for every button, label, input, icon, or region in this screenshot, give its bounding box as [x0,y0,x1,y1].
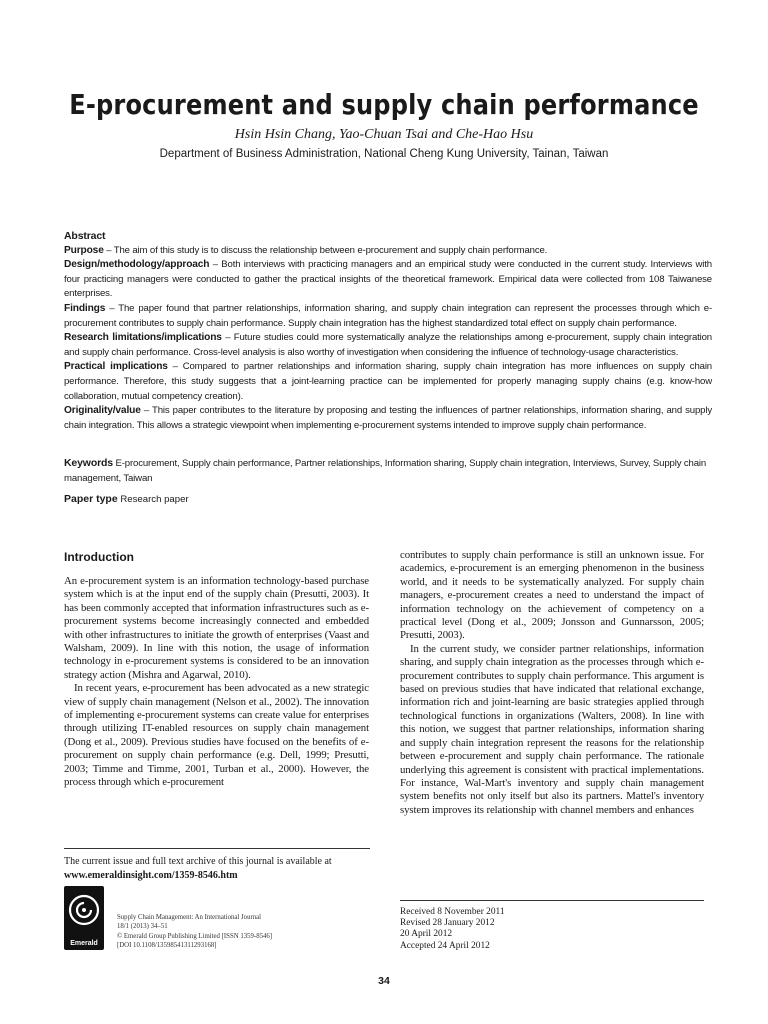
left-column [64,575,369,790]
abstract-label: Findings [64,302,106,314]
journal-line: 18/1 (2013) 34–51 [117,923,168,931]
body-paragraph: An e-procurement system is an information technology-based purchase system which is at the input end of the supply chain (Presutti, 2003). It has been commonly accepted that information infrastructures such as e-procurement systems become increasingly connected and embedded with other infrastructures to initiate the growth of enterprises (Vaast and Walsham, 2009). In line with this notion, the usage of information technology in e-procurement systems is considered to be an innovation strategy action (Mishra and Agarwal, 2010). [64,575,369,681]
keywords-text: E-procurement, Supply chain performance, Partner relationships, Information sharing, Supply chain integration, Interviews, Survey, Supply chain management, Taiwan [64,458,707,484]
abstract-label: Practical implications [64,361,168,373]
date-line: Revised 28 January 2012 [400,918,495,929]
paper-title: E-procurement and supply chain performance [69,88,699,121]
abstract-label: Purpose [64,244,104,256]
keywords [64,456,712,486]
submission-dates [400,907,704,952]
footnote-line: The current issue and full text archive of this journal is available at [64,856,332,867]
paper-type-text: Research paper [120,494,189,505]
abstract-label: Design/methodology/approach [64,259,210,271]
abstract-block [64,229,712,433]
body-paragraph: In the current study, we consider partner relationships, information sharing, and supply chain integration as the processes through which e-procurement contributes to supply chain performance. This argument is based on previous studies that have indicated that relational exchange, information rich and joint-learning are basic strategies applied through technological functions in organizations (Walters, 2008). In line with this notion, we suggest that partner relationships, information sharing and supply chain integration represent the reasons for the relationship between e-procurement and supply chain performance. The rationale underlying this agreement is consistent with practical implementations. For instance, Wal-Mart's inventory and supply chain management system benefits not only itself but also its partners. Mattel's inventory system improves its relationship with channel members and enhances [400,642,704,816]
abstract-originality [64,404,712,433]
body-paragraph: contributes to supply chain performance is still an unknown issue. For academics, e-procurement is an emerging phenomenon in the business world, and it needs to be systematically analyzed. For supply chain managers, e-procurement creates a need to understand the impact of information technology on the achievement of competency on a practical level (Dong et al., 2009; Jonsson and Gunnarsson, 2005; Presutti, 2003). [400,549,704,642]
abstract-text: – Compared to partner relationships and information sharing, supply chain integration has more influences on supply chain performance. Therefore, this study suggests that a joint-learning practice can be implemented for properly managing supply chains (e.g. know-how collaboration, mutual competency creation). [64,361,712,402]
emerald-swirl-icon [64,886,104,938]
abstract-heading: Abstract [64,230,106,242]
journal-line: [DOI 10.1108/13598541311293168] [117,942,217,950]
introduction-heading: Introduction [64,550,134,564]
journal-info [117,913,357,951]
paper-authors: Hsin Hsin Chang, Yao-Chuan Tsai and Che-Hao Hsu [234,127,534,142]
dates-divider [400,900,704,901]
page-number: 34 [378,975,390,987]
keywords-label: Keywords [64,457,113,469]
journal-url-link[interactable]: www.emeraldinsight.com/1359-8546.htm [64,869,238,881]
date-line: Accepted 24 April 2012 [400,940,490,951]
abstract-text: – Both interviews with practicing managers and an empirical study were conducted in the current study. Interviews with four practicing managers were conducted to gather the practical insights of the theoretical framework. Empirical data were collected from 108 Taiwanese enterprises. [64,259,712,300]
journal-line: © Emerald Group Publishing Limited [ISSN 1359-8546] [117,932,273,940]
abstract-purpose [64,244,712,259]
footnote [64,855,374,882]
abstract-text: – The aim of this study is to discuss the relationship between e-procurement and supply chain performance. [103,244,548,256]
journal-line: Supply Chain Management: An International Journal [117,914,262,921]
footnote-divider [64,848,370,849]
date-line: 20 April 2012 [400,929,453,940]
body-paragraph: In recent years, e-procurement has been advocated as a new strategic view of supply chain management (Nelson et al., 2002). The innovation of implementing e-procurement systems can create value for enterprises through utilizing IT-enabled resources on supply chain management (Dong et al., 2009). Previous studies have focused on the benefits of e-procurement on supply chain performance (e.g. Dell, 1999; Presutti, 2003; Timme and Timme, 2001, Turban et al., 2000). However, the process through which e-procurement [64,682,369,789]
abstract-label: Originality/value [64,405,141,417]
abstract-text: – This paper contributes to the literature by proposing and testing the influences of partner relationships, information sharing, and supply chain integration. This allows a strategic viewpoint when implementing e-procurement systems intended to improve supply chain performance. [64,405,712,431]
right-column [400,549,704,817]
emerald-logo-text: Emerald [70,940,98,947]
date-line: Received 8 November 2011 [400,907,505,917]
paper-affiliation: Department of Business Administration, National Cheng Kung University, Tainan, Taiwan [159,148,609,160]
abstract-text: – The paper found that partner relationships, information sharing, and supply chain integration can represent the processes through which e-procurement contributes to supply chain performance. Supply chain integration has the highest standardized total effect on supply chain performance. [64,302,712,329]
abstract-limitations [64,331,712,360]
abstract-text: – Future studies could more systematically analyze the relationships among e-procurement, supply chain integration and supply chain performance. Cross-level analysis is also worthy of investigation when considering the influence of technology-usage characteristics. [64,332,712,358]
emerald-logo [64,886,104,950]
abstract-practical [64,360,712,404]
paper-type [64,493,712,505]
paper-type-label: Paper type [64,493,118,505]
abstract-label: Research limitations/implications [64,332,222,344]
abstract-findings [64,302,712,331]
abstract-design [64,258,712,302]
